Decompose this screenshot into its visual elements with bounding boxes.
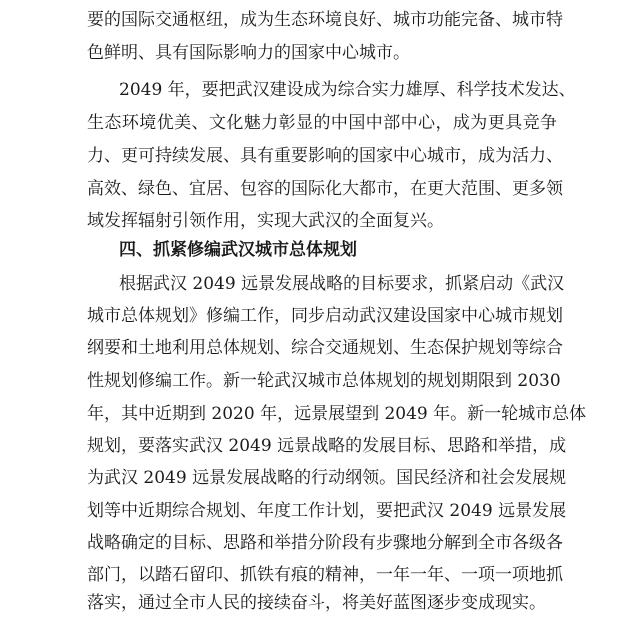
paragraph-line: 色鲜明、具有国际影响力的国家中心城市。 [87,43,410,63]
paragraph-line: 部门，以踏石留印、抓铁有痕的精神，一年一年、一项一项地抓 [87,565,563,585]
paragraph-line: 划等中近期综合规划、年度工作计划，要把武汉 2049 远景发展 [87,501,567,521]
paragraph-line: 根据武汉 2049 远景发展战略的目标要求，抓紧启动《武汉 [119,274,565,294]
paragraph-line: 规划，要落实武汉 2049 远景战略的发展目标、思路和举措，成 [87,436,567,456]
paragraph-line: 性规划修编工作。新一轮武汉城市总体规划的规划期限到 2030 [87,371,561,391]
paragraph-line: 纲要和土地利用总体规划、综合交通规划、生态保护规划等综合 [87,338,563,358]
paragraph-line: 生态环境优美、文化魅力彰显的中国中部中心，成为更具竞争 [87,113,557,133]
paragraph-line: 高效、绿色、宜居、包容的国际化大都市，在更大范围、更多领 [87,179,563,199]
paragraph-line: 2049 年，要把武汉建设成为综合实力雄厚、科学技术发达、 [119,80,576,100]
paragraph-line: 落实，通过全市人民的接续奋斗，将美好蓝图逐步变成现实。 [87,593,546,613]
section-heading: 四、抓紧修编武汉城市总体规划 [119,240,357,260]
paragraph-line: 战略确定的目标、思路和举措分阶段有步骤地分解到全市各级各 [87,533,563,553]
paragraph-line: 要的国际交通枢纽，成为生态环境良好、城市功能完备、城市特 [87,10,563,30]
paragraph-line: 为武汉 2049 远景发展战略的行动纲领。国民经济和社会发展规 [87,468,567,488]
paragraph-line: 力、更可持续发展、具有重要影响的国家中心城市，成为活力、 [87,146,563,166]
paragraph-line: 域发挥辐射引领作用，实现大武汉的全面复兴。 [87,211,444,231]
paragraph-line: 城市总体规划》修编工作，同步启动武汉建设国家中心城市规划 [87,306,563,326]
paragraph-line: 年，其中近期到 2020 年，远景展望到 2049 年。新一轮城市总体 [87,404,587,424]
